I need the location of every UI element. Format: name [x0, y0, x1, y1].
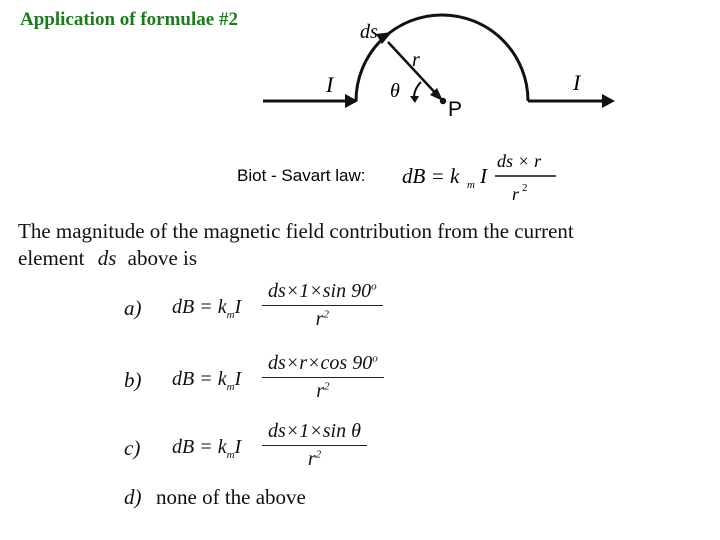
option-b-label[interactable]: b)	[124, 368, 142, 392]
point-p	[440, 98, 446, 104]
option-d-text: none of the above	[156, 485, 306, 509]
option-d-label[interactable]: d)	[124, 485, 142, 509]
ds-symbol: ds	[97, 246, 117, 270]
r-label: r	[412, 49, 420, 71]
current-loop-diagram	[0, 0, 720, 215]
ds-label: ds	[360, 21, 378, 43]
option-c-fraction: $\frac{\text{ds×1×sin θ}}{r^2}$	[262, 420, 367, 471]
option-b-fraction: $\frac{ds\times r\times\cos 90^o}{r^2}$	[262, 352, 384, 403]
law-numerator: ds × r	[497, 151, 542, 171]
law-current: I	[480, 164, 487, 188]
option-c-label[interactable]: c)	[124, 436, 141, 460]
current-left-label: I	[326, 72, 334, 97]
question-line-2	[18, 245, 708, 272]
question-line-1: The magnitude of the magnetic field contribution from the current	[18, 219, 574, 243]
above-is: above is	[127, 246, 198, 270]
option-a-fraction: $\frac{ds\times 1\times\sin 90^o}{r^2}$	[262, 280, 383, 331]
element-word: element	[18, 246, 85, 270]
law-denominator-exp: 2	[522, 182, 528, 194]
question-text	[18, 218, 708, 272]
option-c-lhs: dB = $k_mI$	[172, 436, 242, 461]
option-b-lhs: dB = $k_mI$	[172, 368, 242, 393]
right-current-arrow	[602, 94, 615, 108]
point-p-label: P	[448, 98, 463, 121]
law-label: Biot - Savart law:	[237, 166, 366, 185]
law-lhs: dB = k	[402, 164, 460, 188]
law-sub: m	[467, 179, 475, 191]
option-a-label[interactable]: a)	[124, 296, 142, 320]
option-a-lhs: dB = $k_mI$	[172, 296, 242, 321]
slide-title: Application of formulae #2	[20, 9, 238, 30]
semicircle-arc	[356, 15, 528, 101]
theta-arc-head	[410, 96, 419, 103]
law-denominator: r	[512, 184, 520, 204]
current-right-label: I	[573, 70, 581, 95]
theta-label: θ	[390, 80, 400, 102]
